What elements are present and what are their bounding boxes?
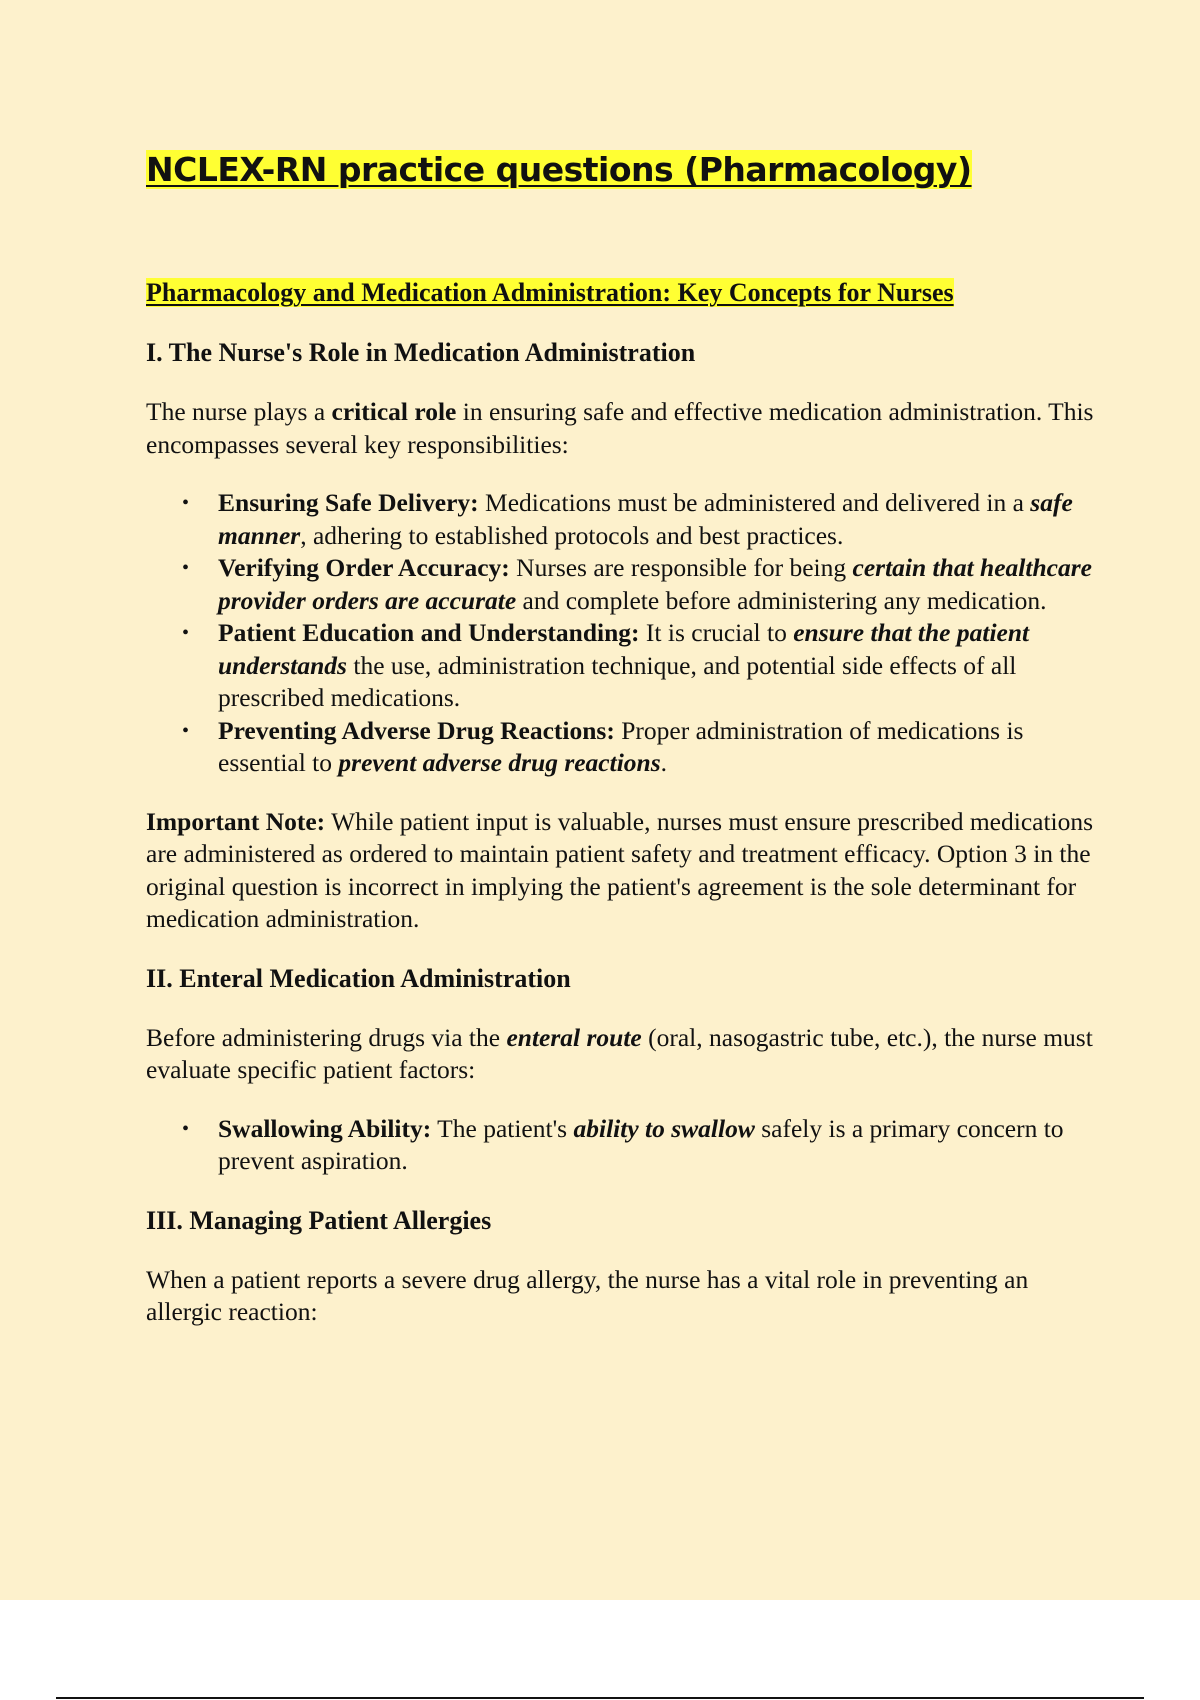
- list-item: [146, 487, 1096, 552]
- bullet-text: Medications must be administered and delivered in a: [478, 488, 1031, 517]
- bullet-text: , adhering to established protocols and best practices.: [300, 520, 844, 550]
- bullet-text: .: [660, 748, 668, 777]
- bullet-text: and complete before administering any medication.: [516, 585, 1047, 615]
- bullet-icon: •: [182, 492, 190, 514]
- intro-text: Before administering drugs via the: [146, 1022, 507, 1052]
- bullet-emphasis: ability to swallow: [573, 1113, 755, 1143]
- bullet-emphasis: certain that healthcare provider orders are accurate: [218, 553, 1092, 615]
- bullet-label: Patient Education and Understanding:: [218, 618, 640, 647]
- section-1-bullet-list: [146, 487, 1096, 780]
- section-heading-2: II. Enteral Medication Administration: [146, 963, 571, 993]
- section-heading-1: I. The Nurse's Role in Medication Administration: [146, 338, 696, 367]
- list-item: [146, 552, 1096, 617]
- section-heading-3: III. Managing Patient Allergies: [146, 1205, 492, 1235]
- document-subtitle: [146, 276, 1096, 310]
- bullet-icon: •: [182, 719, 190, 742]
- bullet-label: Preventing Adverse Drug Reactions:: [218, 715, 615, 745]
- bullet-text: Nurses are responsible for being: [509, 553, 853, 582]
- footer-divider: [56, 1697, 1144, 1699]
- intro-bold: critical role: [331, 397, 457, 426]
- list-item: [146, 715, 1096, 780]
- bullet-icon: •: [182, 557, 190, 579]
- document-content: [146, 146, 1096, 1329]
- bullet-text: the use, administration technique, and potential side effects of all prescribed medications.: [218, 650, 1017, 712]
- section-2-bullet-list: [146, 1113, 1096, 1178]
- list-item: [146, 617, 1096, 715]
- intro-emphasis: enteral route: [506, 1022, 642, 1052]
- note-text: While patient input is valuable, nurses must ensure prescribed medications are administered as ordered to maintain patient safety and treatment efficacy. Option 3 in the original question is incorrect in implying the patient's agreement is the sole determinant for medication administration.: [146, 806, 1094, 933]
- intro-text: (oral, nasogastric tube, etc.), the nurse must evaluate specific patient factors:: [146, 1022, 1093, 1084]
- section-3-intro: When a patient reports a severe drug allergy, the nurse has a vital role in preventing an allergic reaction:: [146, 1264, 1029, 1326]
- bullet-text: It is crucial to: [639, 618, 794, 647]
- bullet-text: safely is a primary concern to prevent aspiration.: [218, 1113, 1064, 1175]
- bullet-emphasis: safe manner: [218, 488, 1073, 550]
- important-note: [146, 806, 1096, 936]
- section-2-intro: [146, 1022, 1096, 1087]
- bullet-icon: •: [182, 1117, 190, 1140]
- bullet-icon: •: [182, 622, 190, 644]
- bullet-label: Verifying Order Accuracy:: [218, 553, 510, 582]
- bullet-emphasis: ensure that the patient understands: [218, 618, 1030, 680]
- bullet-text: The patient's: [431, 1113, 574, 1143]
- document-title: [146, 146, 1096, 194]
- subtitle-text: Pharmacology and Medication Administration: Key Concepts for Nurses: [146, 278, 954, 307]
- bullet-emphasis: prevent adverse drug reactions: [338, 748, 661, 777]
- list-item: [146, 1113, 1096, 1178]
- intro-text: in ensuring safe and effective medication administration. This encompasses several key responsibilities:: [146, 397, 1094, 459]
- bullet-label: Ensuring Safe Delivery:: [218, 488, 479, 517]
- title-text: NCLEX-RN practice questions (Pharmacology): [146, 150, 972, 189]
- intro-text: The nurse plays a: [146, 397, 332, 426]
- section-1-intro: [146, 396, 1096, 461]
- bullet-label: Swallowing Ability:: [218, 1113, 432, 1143]
- note-label: Important Note:: [146, 806, 326, 836]
- bullet-text: Proper administration of medications is essential to: [218, 715, 1024, 777]
